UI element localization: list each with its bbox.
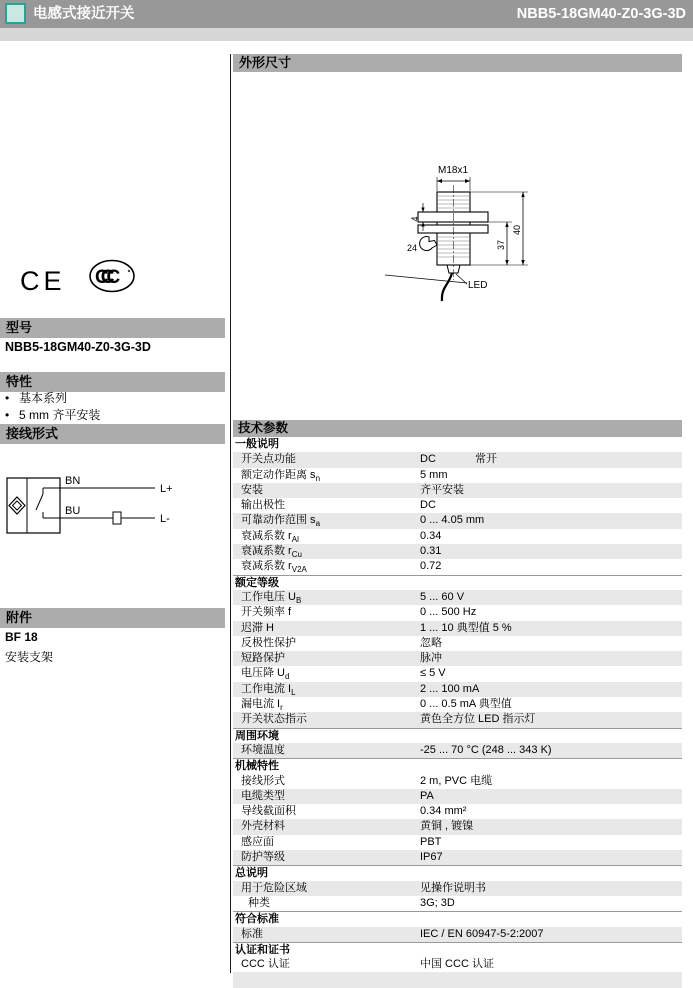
spec-value: PA bbox=[420, 789, 434, 802]
column-divider bbox=[230, 54, 231, 973]
section-header-accessories: 附件 bbox=[0, 608, 225, 628]
spec-value: 1 ... 10 典型值 5 % bbox=[420, 621, 512, 634]
spec-subheader: 认证和证书 bbox=[233, 942, 682, 957]
bullet-icon: • bbox=[5, 391, 10, 405]
wire-label-bu: BU bbox=[65, 505, 81, 517]
spec-label: 反极性保护 bbox=[241, 636, 296, 649]
spec-rows bbox=[233, 437, 682, 988]
spec-row bbox=[233, 927, 682, 942]
section-header-specs: 技术参数 bbox=[233, 420, 682, 437]
spec-label: 迟滞 H bbox=[241, 621, 274, 634]
spec-row bbox=[233, 605, 682, 620]
spec-row bbox=[233, 804, 682, 819]
spec-subheader: 符合标准 bbox=[233, 911, 682, 926]
spec-subheader: 额定等级 bbox=[233, 575, 682, 590]
spec-row bbox=[233, 590, 682, 605]
wire-label-bn: BN bbox=[65, 475, 81, 487]
spec-value: 0.72 bbox=[420, 560, 442, 573]
dim-wrench-label: 24 bbox=[407, 243, 418, 253]
spec-label bbox=[233, 972, 420, 987]
spec-label: 漏电流 $I_r$ bbox=[241, 698, 283, 713]
spec-row bbox=[233, 972, 682, 987]
section-header-connection: 接线形式 bbox=[0, 424, 225, 444]
spec-label: 开关点功能 bbox=[241, 453, 296, 466]
spec-label: 工作电压 $U_B$ bbox=[241, 590, 302, 606]
spec-label: 衰减系数 $r_{V2A}$ bbox=[241, 560, 307, 575]
wire-label-lplus: L+ bbox=[160, 483, 173, 495]
spec-value: 0 ... 4.05 mm bbox=[420, 514, 485, 527]
spec-label: 外壳材料 bbox=[241, 820, 285, 833]
spec-row bbox=[233, 636, 682, 651]
spec-row bbox=[233, 957, 682, 972]
spec-value: 脉冲 bbox=[420, 652, 442, 665]
svg-text:CCC: CCC bbox=[95, 267, 113, 288]
cable-line bbox=[442, 273, 452, 301]
spec-value: 0.31 bbox=[420, 545, 442, 558]
spec-label: 衰减系数 $r_{Cu}$ bbox=[241, 545, 302, 560]
spec-table bbox=[233, 420, 682, 988]
spec-value: 0.34 bbox=[420, 529, 442, 542]
spec-row bbox=[233, 666, 682, 681]
spec-value: 0 ... 0.5 mA 典型值 bbox=[420, 698, 512, 711]
feature-list bbox=[5, 390, 100, 423]
header-substrip bbox=[0, 28, 693, 41]
spec-label: 开关频率 f bbox=[241, 606, 292, 619]
section-header-features: 特性 bbox=[0, 372, 225, 392]
spec-subheader: 机械特性 bbox=[233, 758, 682, 773]
spec-value: 见操作说明书 bbox=[420, 881, 486, 894]
spec-row bbox=[233, 498, 682, 513]
spec-row bbox=[233, 712, 682, 727]
spec-row bbox=[233, 559, 682, 574]
led-label: LED bbox=[468, 280, 488, 291]
spec-value: 黄色全方位 LED 指示灯 bbox=[420, 713, 536, 726]
spec-value: 5 mm bbox=[420, 468, 448, 481]
spec-value: 5 ... 60 V bbox=[420, 590, 465, 603]
spec-row bbox=[233, 819, 682, 834]
spec-value: 中国 CCC 认证 bbox=[420, 958, 494, 971]
spec-label: 用于危险区域 bbox=[241, 881, 307, 894]
brand-mark-icon bbox=[5, 3, 26, 24]
spec-value: 忽略 bbox=[420, 636, 442, 649]
bullet-icon: • bbox=[5, 407, 10, 422]
spec-value: PBT bbox=[420, 835, 442, 848]
spec-label: 标准 bbox=[241, 927, 263, 940]
feature-item: • 基本系列 bbox=[5, 391, 68, 405]
dimension-drawing bbox=[385, 145, 570, 315]
spec-value bbox=[420, 972, 682, 987]
spec-value: 齐平安装 bbox=[420, 483, 464, 496]
accessory-desc: 安装支架 bbox=[5, 650, 54, 664]
spec-row bbox=[233, 835, 682, 850]
page-header bbox=[0, 0, 693, 28]
spec-label: 接线形式 bbox=[241, 774, 285, 787]
spec-label: 工作电流 $I_L$ bbox=[241, 682, 296, 697]
dim-nut-label: 4 bbox=[410, 216, 420, 222]
spec-label: 可靠动作范围 $s_a$ bbox=[241, 514, 321, 529]
spec-value: 3G; 3D bbox=[420, 896, 455, 909]
feature-item: • 5 mm 齐平安装 bbox=[5, 407, 101, 422]
svg-text:CE: CE bbox=[20, 266, 66, 296]
wrench-icon bbox=[420, 237, 437, 251]
spec-label: 短路保护 bbox=[241, 652, 285, 665]
spec-subheader: 总说明 bbox=[233, 865, 682, 880]
spec-label: 开关状态指示 bbox=[241, 713, 307, 726]
spec-label: 种类 bbox=[248, 896, 270, 909]
section-header-dimensions: 外形尺寸 bbox=[233, 54, 682, 72]
spec-row bbox=[233, 468, 682, 483]
spec-label: 防护等级 bbox=[241, 851, 285, 864]
spec-subheader: 一般说明 bbox=[235, 438, 279, 450]
spec-row bbox=[233, 896, 682, 911]
spec-label: 电压降 $U_d$ bbox=[241, 667, 290, 682]
header-model-number: NBB5-18GM40-Z0-3G-3D bbox=[516, 6, 686, 22]
spec-row bbox=[233, 881, 682, 896]
spec-value: 2 m, PVC 电缆 bbox=[420, 774, 493, 787]
spec-value: DC bbox=[420, 499, 436, 512]
model-number: NBB5-18GM40-Z0-3G-3D bbox=[5, 340, 151, 354]
spec-value: DC 常开 bbox=[420, 453, 497, 466]
spec-value: 0.34 mm² bbox=[420, 805, 467, 818]
spec-value: 黄铜 , 镀镍 bbox=[420, 820, 474, 833]
spec-value: IEC / EN 60947-5-2:2007 bbox=[420, 927, 544, 940]
section-header-model: 型号 bbox=[0, 318, 225, 338]
spec-label: 衰减系数 $r_{Al}$ bbox=[241, 529, 299, 544]
accessory-name: BF 18 bbox=[5, 630, 38, 644]
spec-row bbox=[233, 544, 682, 559]
spec-value: ≤ 5 V bbox=[420, 667, 446, 680]
spec-label: 感应面 bbox=[241, 835, 274, 848]
spec-row bbox=[233, 789, 682, 804]
spec-label: 电缆类型 bbox=[241, 789, 285, 802]
ccc-mark-icon bbox=[88, 258, 136, 294]
dim-40-label: 40 bbox=[512, 224, 522, 235]
spec-value: IP67 bbox=[420, 851, 443, 864]
spec-row bbox=[233, 483, 682, 498]
spec-label: CCC 认证 bbox=[241, 958, 290, 971]
spec-label: 环境温度 bbox=[241, 743, 285, 756]
spec-row bbox=[233, 621, 682, 636]
spec-row bbox=[233, 743, 682, 758]
spec-row bbox=[233, 774, 682, 789]
spec-label: 安装 bbox=[241, 483, 263, 496]
ce-mark-icon bbox=[20, 263, 66, 297]
dim-37-label: 37 bbox=[496, 239, 506, 250]
spec-row bbox=[233, 452, 682, 467]
dim-thread-label: M18x1 bbox=[437, 165, 469, 176]
spec-row bbox=[233, 697, 682, 712]
spec-label: 导线截面积 bbox=[241, 805, 296, 818]
spec-value: -25 ... 70 °C (248 ... 343 K) bbox=[420, 743, 552, 756]
spec-subheader: 周围环境 bbox=[233, 728, 682, 743]
spec-label: 输出极性 bbox=[241, 499, 285, 512]
spec-row bbox=[233, 651, 682, 666]
spec-value: 0 ... 500 Hz bbox=[420, 606, 477, 619]
spec-row bbox=[233, 682, 682, 697]
spec-value: 2 ... 100 mA bbox=[420, 682, 480, 695]
spec-row bbox=[233, 850, 682, 865]
wiring-diagram bbox=[5, 466, 220, 571]
spec-row bbox=[233, 529, 682, 544]
spec-label: 额定动作距离 $s_n$ bbox=[241, 468, 321, 483]
spec-row bbox=[233, 513, 682, 528]
page-title: 电感式接近开关 bbox=[33, 6, 135, 22]
wire-label-lminus: L- bbox=[160, 513, 170, 525]
